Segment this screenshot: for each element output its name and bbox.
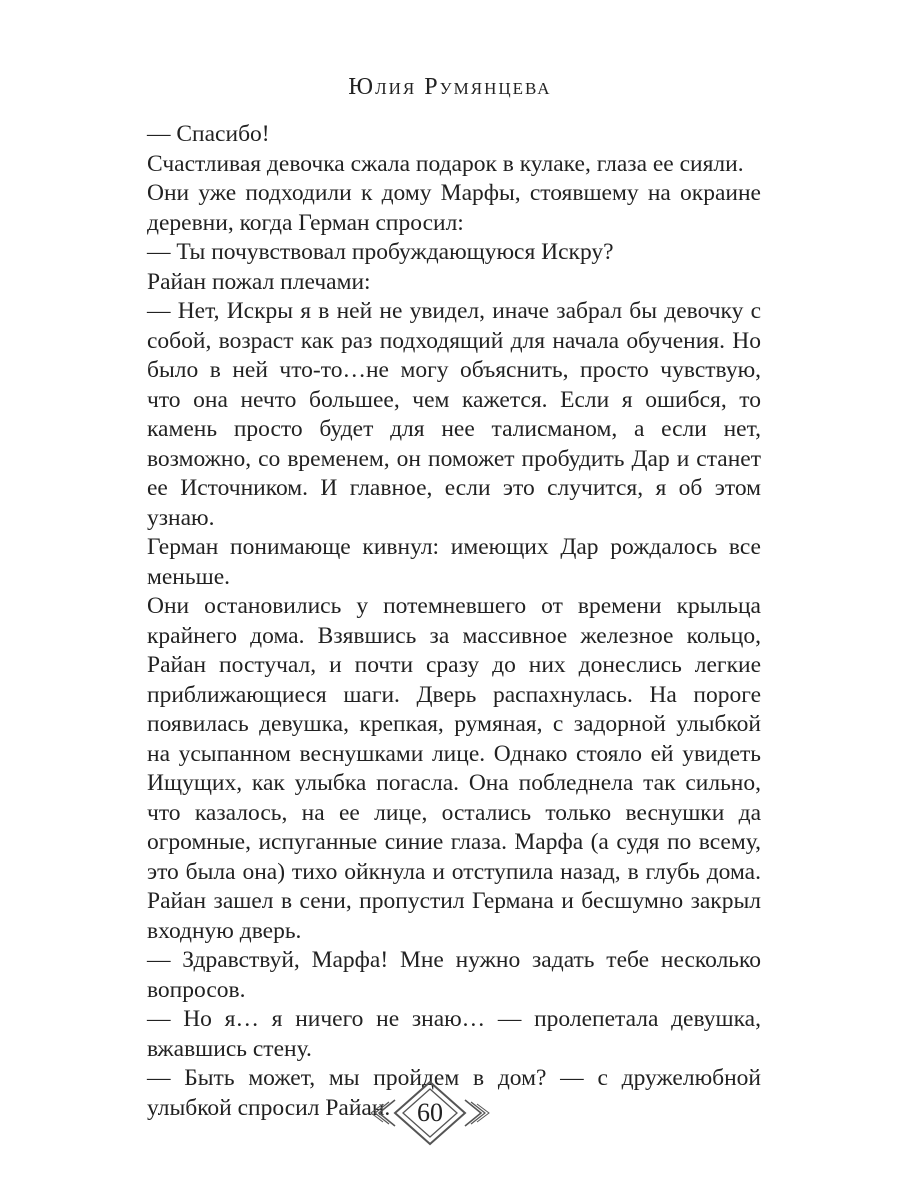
body-text: [147, 120, 761, 1123]
paragraph: — Но я… я ничего не знаю… — пролепетала девушка, вжавшись стену.: [147, 1006, 761, 1062]
paragraph: — Ты почувствовал пробуждающуюся Искру?: [147, 239, 614, 265]
page-number-ornament: [365, 1078, 495, 1148]
paragraph: — Быть может, мы пройдем в дом? — с дружелюбной улыбкой спросил Райан.: [147, 1065, 761, 1121]
running-header-author: Юлия Румянцева: [348, 74, 552, 100]
paragraph: — Нет, Искры я в ней не увидел, иначе забрал бы девочку с собой, возраст как раз подходящий для начала обучения. Но было в ней что-то…не могу объяснить, просто чувствую, что она нечто большее, чем кажется. Если я ошибся, то камень просто будет для нее талисманом, а если нет, возможно, со временем, он поможет пробудить Дар и станет ее Источником. И главное, если это случится, я об этом узнаю.: [147, 298, 761, 531]
paragraph: — Здравствуй, Марфа! Мне нужно задать тебе несколько вопросов.: [147, 947, 761, 1003]
paragraph: Райан пожал плечами:: [147, 268, 371, 295]
paragraph: Они уже подходили к дому Марфы, стоявшему на окраине деревни, когда Герман спросил:: [147, 180, 761, 236]
paragraph: Они остановились у потемневшего от времени крыльца крайнего дома. Взявшись за массивное железное кольцо, Райан постучал, и почти сразу до них донеслись легкие приближающиеся шаги. Дверь распахнулась. На пороге появилась девушка, крепкая, румяная, с задорной улыбкой на усыпанном веснушками лице. Однако стояло ей увидеть Ищущих, как улыбка погасла. Она побледнела так сильно, что казалось, на ее лице, остались только веснушки да огромные, испуганные синие глаза. Марфа (а судя по всему, это была она) тихо ойкнула и отступила назад, в глубь дома. Райан зашел в сени, пропустил Германа и бесшумно закрыл входную дверь.: [147, 593, 761, 944]
paragraph: — Спасибо!: [147, 121, 270, 147]
paragraph: Счастливая девочка сжала подарок в кулаке, глаза ее сияли.: [147, 150, 744, 177]
paragraph: Герман понимающе кивнул: имеющих Дар рождалось все меньше.: [147, 534, 761, 590]
page-number: 60: [417, 1098, 443, 1127]
